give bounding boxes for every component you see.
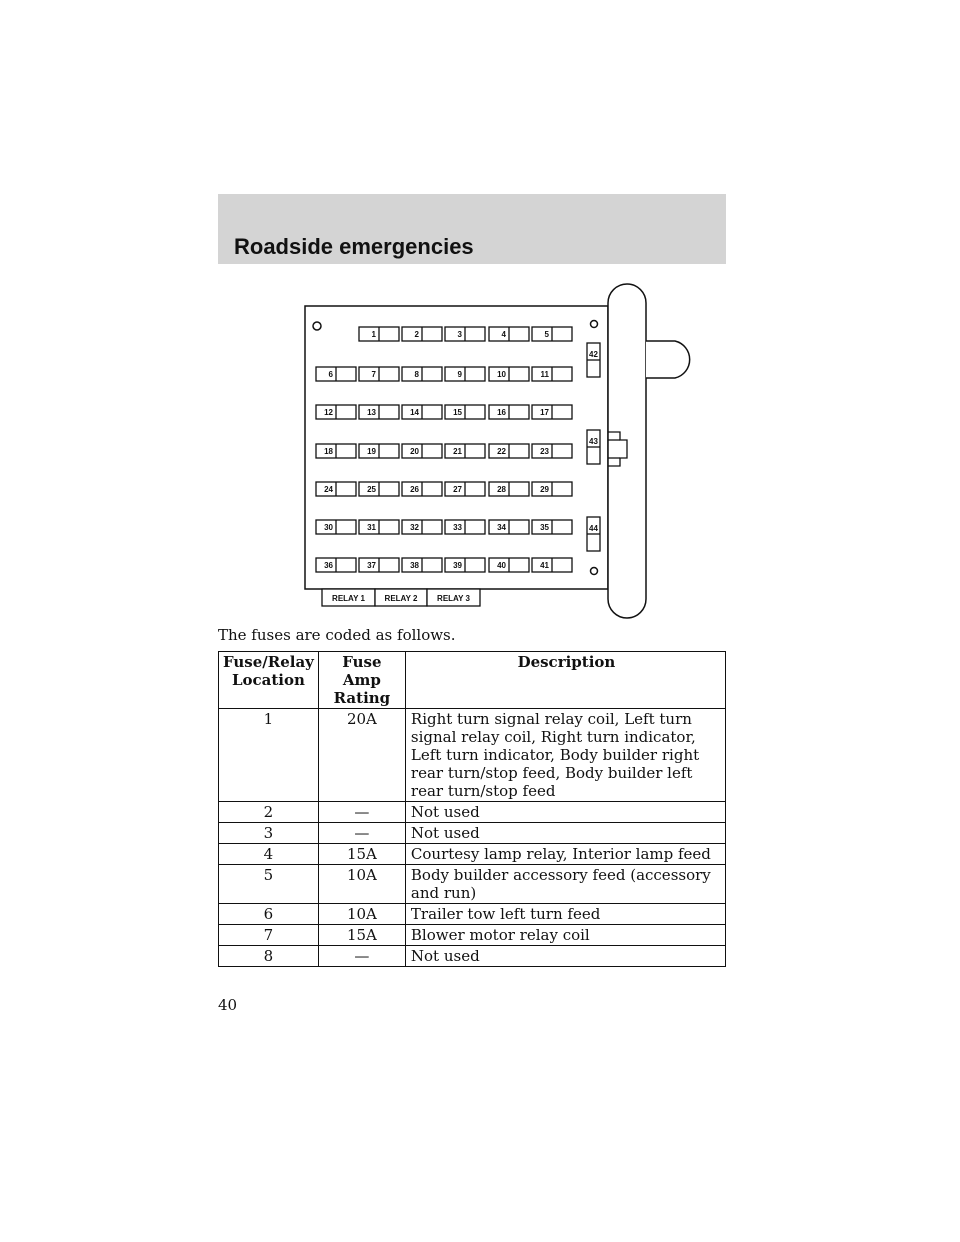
fuse-40	[489, 558, 529, 572]
fuse-41	[532, 558, 572, 572]
fuse-label: 13	[367, 408, 376, 417]
fuse-33	[445, 520, 485, 534]
fuse-label: 19	[367, 447, 376, 456]
table-row	[219, 946, 726, 967]
fuse-23	[532, 444, 572, 458]
table-row	[219, 802, 726, 823]
fuse-39	[445, 558, 485, 572]
fuse-1	[359, 327, 399, 341]
fuse-label: 26	[410, 485, 419, 494]
table-row	[219, 904, 726, 925]
fuse-label: 39	[453, 561, 462, 570]
cell-description: Not used	[405, 823, 725, 844]
fuse-label: 16	[497, 408, 506, 417]
fuse-37	[359, 558, 399, 572]
fuse-25	[359, 482, 399, 496]
fuse-label: 12	[324, 408, 333, 417]
fuse-label: 28	[497, 485, 506, 494]
fuse-label: 20	[410, 447, 419, 456]
cell-description: Courtesy lamp relay, Interior lamp feed	[405, 844, 725, 865]
fuse-label: 37	[367, 561, 376, 570]
table-row	[219, 823, 726, 844]
cell-amp: 15A	[318, 844, 405, 865]
relay-2	[375, 589, 427, 606]
table-header-row	[219, 652, 726, 709]
fuse-label: 41	[540, 561, 549, 570]
fuse-label: 32	[410, 523, 419, 532]
fuse-label: 36	[324, 561, 333, 570]
fuse-18	[316, 444, 356, 458]
header-description: Description	[405, 652, 725, 709]
fuse-label: 1	[371, 330, 376, 339]
cell-location: 5	[219, 865, 319, 904]
fuse-19	[359, 444, 399, 458]
fuse-26	[402, 482, 442, 496]
fuse-label: 29	[540, 485, 549, 494]
cell-amp: —	[318, 802, 405, 823]
fuse-label: 9	[457, 370, 462, 379]
fuse-20	[402, 444, 442, 458]
fuse-label: 33	[453, 523, 462, 532]
fuse-label: 42	[589, 350, 598, 359]
fuse-table	[218, 651, 726, 967]
fuse-label: 27	[453, 485, 462, 494]
fuse-label: 17	[540, 408, 549, 417]
fuse-label: 21	[453, 447, 462, 456]
fuse-label: 3	[457, 330, 462, 339]
fuse-8	[402, 367, 442, 381]
fuse-22	[489, 444, 529, 458]
header-amp-rating: Fuse Amp Rating	[318, 652, 405, 709]
fuse-label: 11	[540, 370, 549, 379]
fuse-29	[532, 482, 572, 496]
fuse-10	[489, 367, 529, 381]
section-header-band	[218, 194, 726, 264]
cell-amp: 10A	[318, 865, 405, 904]
fuse-label: 5	[544, 330, 549, 339]
cell-description: Not used	[405, 802, 725, 823]
fuse-12	[316, 405, 356, 419]
panel-tab	[646, 341, 690, 378]
fuse-17	[532, 405, 572, 419]
fuse-label: 18	[324, 447, 333, 456]
cell-location: 1	[219, 709, 319, 802]
fuse-label: 6	[328, 370, 333, 379]
fuse-label: 22	[497, 447, 506, 456]
fuse-label: 14	[410, 408, 419, 417]
cell-location: 3	[219, 823, 319, 844]
cell-description: Blower motor relay coil	[405, 925, 725, 946]
fuse-2	[402, 327, 442, 341]
fuse-24	[316, 482, 356, 496]
fuse-42	[587, 343, 600, 377]
fuse-label: 34	[497, 523, 506, 532]
fuse-44	[587, 517, 600, 551]
cell-description: Body builder accessory feed (accessory and run)	[405, 865, 725, 904]
section-title: Roadside emergencies	[234, 234, 474, 259]
cell-amp: 10A	[318, 904, 405, 925]
fuse-label: 31	[367, 523, 376, 532]
fuse-32	[402, 520, 442, 534]
fuse-label: 35	[540, 523, 549, 532]
fuse-30	[316, 520, 356, 534]
fuse-9	[445, 367, 485, 381]
cell-location: 8	[219, 946, 319, 967]
cell-description: Not used	[405, 946, 725, 967]
page-number: 40	[218, 996, 238, 1014]
cell-description: Trailer tow left turn feed	[405, 904, 725, 925]
relay-1	[322, 589, 375, 606]
fuse-label: 15	[453, 408, 462, 417]
fuse-label: 44	[589, 524, 598, 533]
cell-description: Right turn signal relay coil, Left turn signal relay coil, Right turn indicator, Left turn indicator, Body builder right rear turn/stop feed, Body builder left rear turn/stop feed	[405, 709, 725, 802]
fuse-31	[359, 520, 399, 534]
fuse-21	[445, 444, 485, 458]
fuse-36	[316, 558, 356, 572]
fuse-label: 23	[540, 447, 549, 456]
cell-location: 2	[219, 802, 319, 823]
cell-location: 4	[219, 844, 319, 865]
table-row	[219, 709, 726, 802]
fuse-4	[489, 327, 529, 341]
fuse-5	[532, 327, 572, 341]
fuse-panel-svg	[300, 282, 700, 622]
cell-amp: —	[318, 823, 405, 844]
fuse-panel-diagram	[300, 282, 700, 622]
fuse-35	[532, 520, 572, 534]
cell-location: 6	[219, 904, 319, 925]
fuse-label: 2	[414, 330, 419, 339]
fuse-3	[445, 327, 485, 341]
cell-amp: —	[318, 946, 405, 967]
fuse-6	[316, 367, 356, 381]
header-location: Fuse/Relay Location	[219, 652, 319, 709]
fuse-label: 25	[367, 485, 376, 494]
fuse-label: 8	[414, 370, 419, 379]
fuse-27	[445, 482, 485, 496]
fuse-label: 40	[497, 561, 506, 570]
fuse-label: 43	[589, 437, 598, 446]
relay-label: RELAY 2	[384, 594, 418, 603]
fuse-label: 38	[410, 561, 419, 570]
cell-location: 7	[219, 925, 319, 946]
fuse-43	[587, 430, 600, 464]
fuse-38	[402, 558, 442, 572]
table-row	[219, 925, 726, 946]
fuse-14	[402, 405, 442, 419]
fuse-28	[489, 482, 529, 496]
fuse-label: 4	[501, 330, 506, 339]
fuse-label: 10	[497, 370, 506, 379]
cell-amp: 20A	[318, 709, 405, 802]
fuse-label: 30	[324, 523, 333, 532]
fuse-34	[489, 520, 529, 534]
relay-label: RELAY 1	[332, 594, 365, 603]
relay-label: RELAY 3	[437, 594, 470, 603]
fuse-7	[359, 367, 399, 381]
table-row	[219, 844, 726, 865]
fuse-11	[532, 367, 572, 381]
table-row	[219, 865, 726, 904]
fuse-label: 7	[371, 370, 376, 379]
fuse-13	[359, 405, 399, 419]
intro-text: The fuses are coded as follows.	[218, 626, 456, 644]
fuse-16	[489, 405, 529, 419]
fuse-label: 24	[324, 485, 333, 494]
cell-amp: 15A	[318, 925, 405, 946]
fuse-15	[445, 405, 485, 419]
relay-3	[427, 589, 480, 606]
